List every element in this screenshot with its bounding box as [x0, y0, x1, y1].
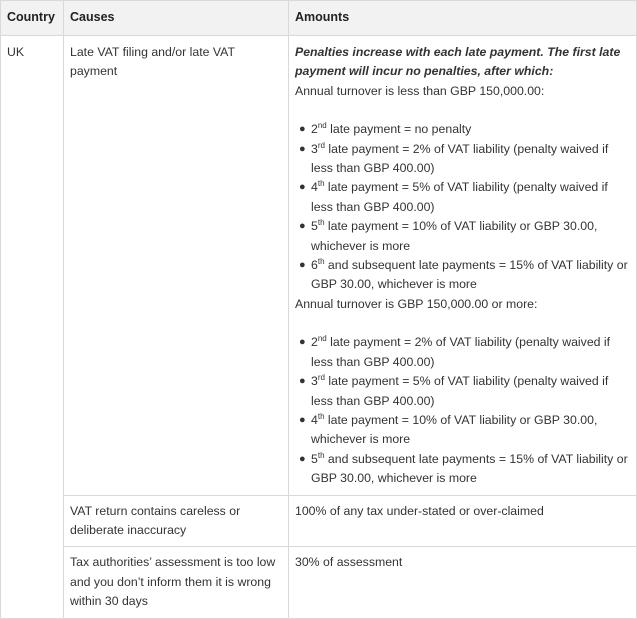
header-amounts: Amounts: [289, 1, 637, 36]
list-item: ● 3rd late payment = 2% of VAT liability (penalty waived if less than GBP 400.00): [299, 140, 609, 176]
list-item: ● 5th and subsequent late payments = 15% of VAT liability or GBP 30.00, whichever is more: [299, 450, 628, 486]
header-country: Country: [1, 1, 64, 36]
list-item: ● 3rd late payment = 5% of VAT liability (penalty waived if less than GBP 400.00): [299, 373, 609, 408]
list-item: ● 4th late payment = 5% of VAT liability (penalty waived if less than GBP 400.00): [299, 179, 608, 214]
cause-cell: VAT return contains careless or deliberate inaccuracy: [64, 495, 289, 547]
cause-cell: Late VAT filing and/or late VAT payment: [64, 36, 289, 496]
penalty-list-high: [295, 333, 630, 488]
country-cell: UK: [1, 36, 64, 619]
turnover-heading-high: Annual turnover is GBP 150,000.00 or more:: [295, 296, 538, 311]
list-item: ● 2nd late payment = 2% of VAT liability (penalty waived if less than GBP 400.00): [299, 334, 611, 369]
list-item: ● 2nd late payment = no penalty: [299, 121, 472, 137]
penalty-intro: Penalties increase with each late payment. The first late payment will incur no penalties, after which:: [295, 45, 621, 79]
list-item: ● 6th and subsequent late payments = 15% of VAT liability or GBP 30.00, whichever is more: [299, 257, 628, 292]
list-item: ● 5th late payment = 10% of VAT liability or GBP 30.00, whichever is more: [299, 218, 598, 253]
cause-cell: Tax authorities’ assessment is too low and you don’t inform them it is wrong within 30 days: [64, 547, 289, 618]
header-causes: Causes: [64, 1, 289, 36]
table-row: [1, 495, 637, 547]
amount-cell: 30% of assessment: [289, 547, 637, 618]
penalty-list-low: [295, 120, 630, 295]
list-item: ● 4th late payment = 10% of VAT liability or GBP 30.00, whichever is more: [299, 411, 598, 447]
header-row: [1, 1, 637, 36]
turnover-heading-low: Annual turnover is less than GBP 150,000.00:: [295, 83, 545, 98]
table-row: [1, 547, 637, 618]
amount-cell: 100% of any tax under-stated or over-claimed: [289, 495, 637, 547]
amount-cell: [289, 36, 637, 496]
table-row: [1, 36, 637, 496]
